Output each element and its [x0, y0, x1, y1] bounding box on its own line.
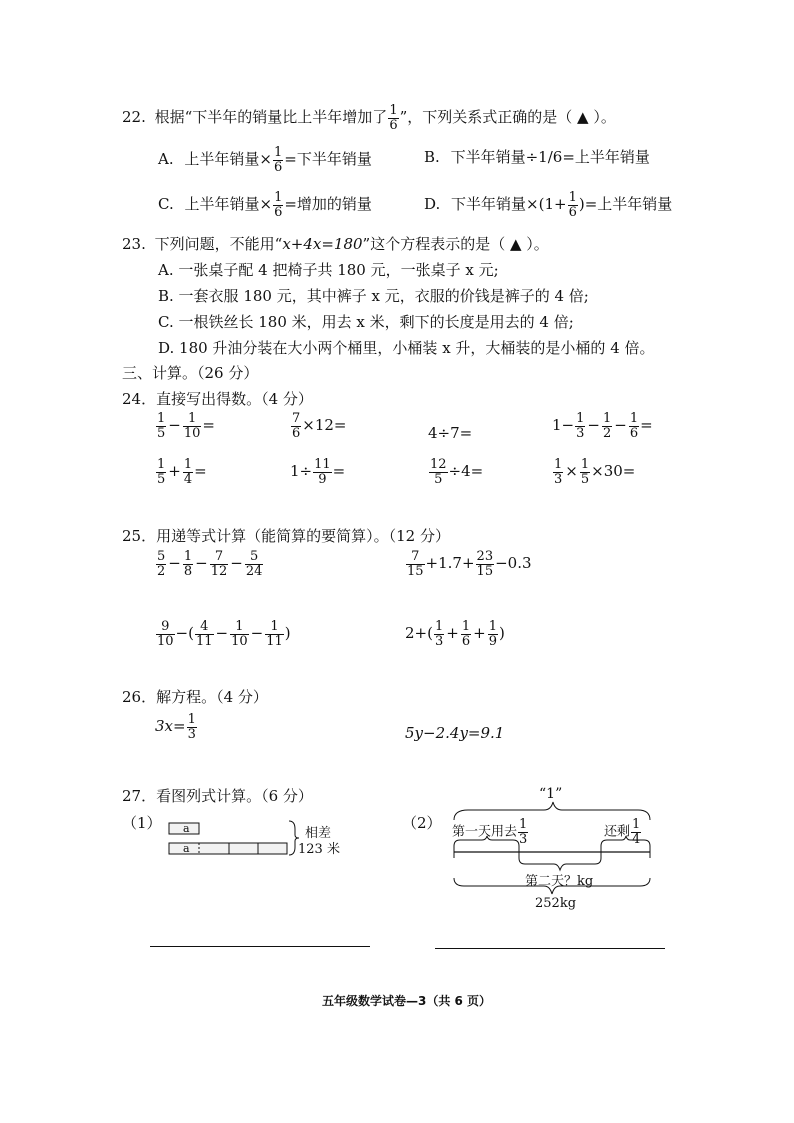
diff-label: 相差 — [305, 826, 332, 841]
page-footer: 五年级数学试卷—3（共 6 页） — [322, 994, 492, 1008]
q25-expr-1: $\frac{5}{2}$ − $\frac{1}{8}$ − $\frac{7}{12}$ − $\frac{5}{24}$ — [157, 549, 263, 579]
day2-brace — [519, 858, 601, 870]
section-heading: 三、计算。（26 分） — [122, 364, 259, 382]
q24-problem-8: $\frac{1}{3}$ × $\frac{1}{5}$ ×30= — [554, 457, 636, 487]
q22-stem: 22. 根据“下半年的销量比上半年增加了 $\frac{1}{6}$ ”，下列关系式正确的是（ ▲ ）。 — [122, 103, 616, 133]
box-label-a: a — [183, 842, 190, 855]
q22-option-a[interactable]: A. 上半年销量× $\frac{1}{6}$ =下半年销量 — [158, 145, 372, 175]
q25-title: 25．用递等式计算（能简算的要简算）。（12 分） — [122, 527, 450, 545]
fraction: $\frac{1}{6}$ — [389, 103, 398, 133]
whole-label: “1” — [539, 786, 563, 802]
q23-option-d[interactable]: D. 180 升油分装在大小两个桶里，小桶装 x 升，大桶装的是小桶的 4 倍。 — [158, 339, 655, 357]
q26-title: 26．解方程。（4 分） — [122, 688, 268, 706]
q23-option-a[interactable]: A. 一张桌子配 4 把椅子共 180 元，一张桌子 x 元; — [158, 261, 499, 279]
answer-line[interactable] — [435, 948, 665, 949]
q23-option-b[interactable]: B. 一套衣服 180 元，其中裤子 x 元，衣服的价钱是裤子的 4 倍; — [158, 287, 589, 305]
q24-title: 24．直接写出得数。（4 分） — [122, 390, 313, 408]
q23-stem: 23. 下列问题，不能用“x+4x=180”这个方程表示的是（ ▲ ）。 — [122, 235, 549, 253]
q24-problem-6: 1÷ $\frac{11}{9}$ = — [290, 457, 346, 487]
answer-line[interactable] — [150, 946, 370, 947]
q24-problem-1: $\frac{1}{5}$ − $\frac{1}{10}$ = — [157, 411, 215, 441]
left-label: 还剩 $\frac{1}{4}$ — [604, 817, 641, 847]
q25-expr-4: 2+( $\frac{1}{3}$ + $\frac{1}{6}$ + $\frac{1}{9}$ ) — [405, 619, 505, 649]
q23-option-c[interactable]: C. 一根铁丝长 180 米，用去 x 米，剩下的长度是用去的 4 倍; — [158, 313, 574, 331]
day2-label: 第二天？kg — [525, 874, 594, 889]
q27-diagram-2-label: （2） — [402, 814, 442, 832]
q22-option-d[interactable]: D. 下半年销量×(1+ $\frac{1}{6}$ )=上半年销量 — [424, 190, 673, 220]
q24-problem-4: 1− $\frac{1}{3}$ − $\frac{1}{2}$ − $\frac{1}{6}$ = — [552, 411, 653, 441]
q27-diagram-1-label: （1） — [122, 814, 162, 832]
q22-option-b[interactable]: B. 下半年销量÷1/6=上半年销量 — [424, 148, 650, 166]
q25-expr-3: $\frac{9}{10}$ −( $\frac{4}{11}$ − $\frac{1}{10}$ − $\frac{1}{11}$ ) — [157, 619, 291, 649]
day1-label: 第一天用去 $\frac{1}{3}$ — [452, 817, 528, 847]
q27-title: 27．看图列式计算。（6 分） — [122, 787, 313, 805]
total-label: 252kg — [535, 896, 577, 911]
q25-expr-2: $\frac{7}{15}$ +1.7+ $\frac{23}{15}$ −0.3 — [407, 549, 532, 579]
q24-problem-7: $\frac{12}{5}$ ÷4= — [430, 457, 484, 487]
box-label-a: a — [183, 822, 190, 835]
diff-value: 123 米 — [298, 842, 340, 857]
q24-problem-2: $\frac{7}{6}$ ×12= — [292, 411, 347, 441]
q26-equation-2: 5y−2.4y=9.1 — [405, 724, 505, 742]
question-number: 22. — [122, 108, 146, 127]
q26-equation-1: 3x= $\frac{1}{3}$ — [155, 712, 196, 742]
q24-problem-3: 4÷7= — [428, 424, 473, 442]
q22-option-c[interactable]: C. 上半年销量× $\frac{1}{6}$ =增加的销量 — [158, 190, 372, 220]
question-number: 23. — [122, 235, 146, 253]
q24-problem-5: $\frac{1}{5}$ + $\frac{1}{4}$ = — [157, 457, 207, 487]
